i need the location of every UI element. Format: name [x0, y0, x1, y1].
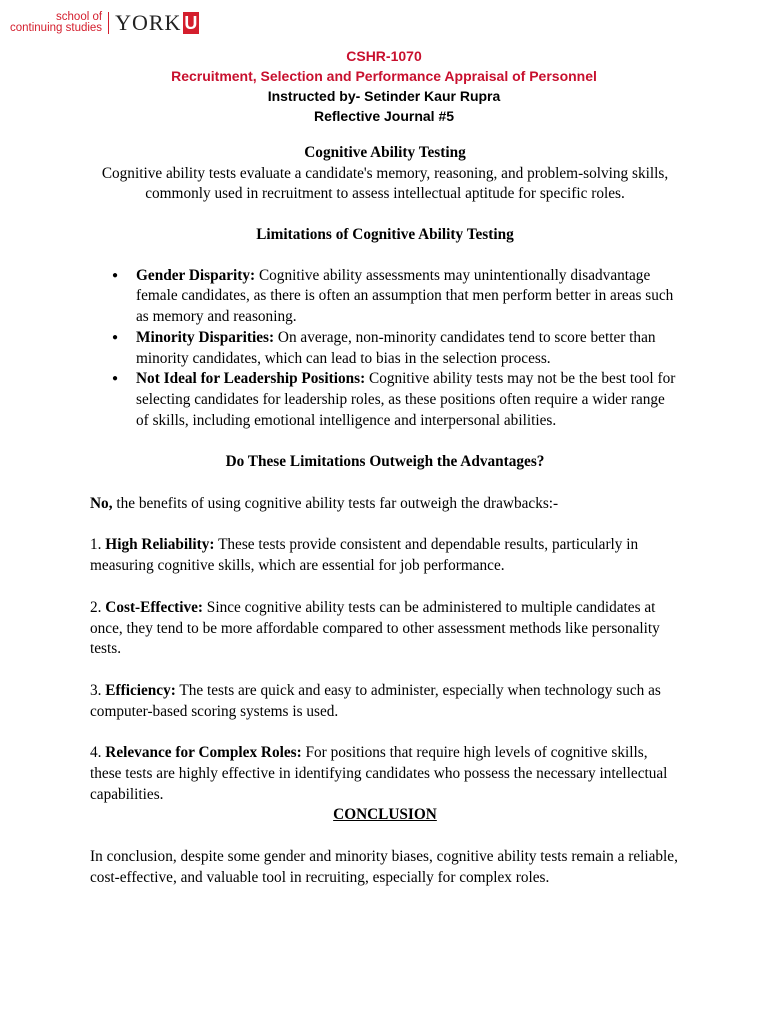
conclusion-heading: CONCLUSION: [333, 806, 437, 824]
section-advantages: [90, 452, 680, 889]
advantage-point: [90, 598, 680, 660]
section2-heading: Limitations of Cognitive Ability Testing: [256, 226, 514, 243]
bullet-term: Not Ideal for Leadership Positions:: [136, 370, 366, 388]
list-item: [90, 266, 680, 328]
logo-school-text: [10, 12, 102, 34]
point-number: 4.: [90, 744, 106, 762]
point-number: 1.: [90, 536, 106, 554]
point-term: Cost-Effective:: [105, 598, 203, 616]
section-cognitive-ability: [90, 143, 680, 205]
logo-line2: continuing studies: [10, 22, 103, 34]
section3-heading: Do These Limitations Outweigh the Advantages?: [225, 453, 545, 470]
bullet-text: On average, non-minority candidates tend to score better than minority candidates, which can lead to bias in the selection process.: [136, 328, 656, 367]
section1-body: Cognitive ability tests evaluate a candidate's memory, reasoning, and problem-solving skills, commonly used in recruitment to assess intellectual aptitude for specific roles.: [101, 164, 669, 203]
instructor-line: Instructed by- Setinder Kaur Rupra: [267, 88, 501, 104]
course-title: Recruitment, Selection and Performance Appraisal of Personnel: [171, 68, 597, 84]
point-text: Since cognitive ability tests can be administered to multiple candidates at once, they tend to be more affordable compared to other assessment methods like personality tests.: [90, 598, 660, 658]
advantage-point: [90, 743, 680, 805]
point-text: For positions that require high levels of cognitive skills, these tests are highly effective in identifying candidates who possess the necessary intellectual capabilities.: [90, 744, 668, 803]
section3-intro: [90, 494, 680, 515]
point-number: 2.: [90, 598, 106, 616]
bullet-term: Minority Disparities:: [136, 328, 275, 346]
york-logo: [10, 10, 199, 36]
section-limitations: [90, 225, 680, 431]
logo-york-wordmark: [115, 12, 199, 34]
point-number: 3.: [90, 681, 106, 699]
logo-line1: school of: [56, 11, 103, 23]
logo-u-mark: U: [184, 13, 199, 33]
course-code: CSHR-1070: [346, 48, 422, 64]
logo-divider: [108, 12, 109, 34]
logo-york-text: YORK: [115, 10, 182, 35]
bullet-text: Cognitive ability assessments may unintentionally disadvantage female candidates, as there is often an assumption that men perform better in areas such as memory and reasoning.: [136, 266, 674, 326]
section1-heading: Cognitive Ability Testing: [304, 144, 466, 161]
list-item: [90, 328, 680, 369]
limitations-list: [90, 266, 680, 432]
advantage-point: [90, 535, 680, 576]
conclusion-body: In conclusion, despite some gender and minority biases, cognitive ability tests remain a reliable, cost-effective, and valuable tool in recruiting, especially for complex roles.: [90, 848, 678, 886]
advantage-point: [90, 681, 680, 722]
bullet-term: Gender Disparity:: [136, 266, 256, 284]
point-text: These tests provide consistent and dependable results, particularly in measuring cognitive skills, which are essential for job performance.: [90, 536, 639, 575]
intro-bold: No,: [90, 494, 113, 512]
document-header: [0, 46, 768, 126]
intro-text: the benefits of using cognitive ability tests far outweigh the drawbacks:-: [112, 494, 559, 512]
point-term: High Reliability:: [105, 536, 215, 554]
point-term: Efficiency:: [105, 681, 176, 699]
point-term: Relevance for Complex Roles:: [105, 744, 302, 762]
point-text: The tests are quick and easy to administer, especially when technology such as computer-based scoring systems is used.: [90, 681, 661, 720]
list-item: [90, 369, 680, 431]
journal-title: Reflective Journal #5: [313, 108, 455, 124]
bullet-text: Cognitive ability tests may not be the best tool for selecting candidates for leadership roles, as these positions often require a wider range of skills, including emotional intelligence and interpersonal abilities.: [136, 370, 676, 429]
